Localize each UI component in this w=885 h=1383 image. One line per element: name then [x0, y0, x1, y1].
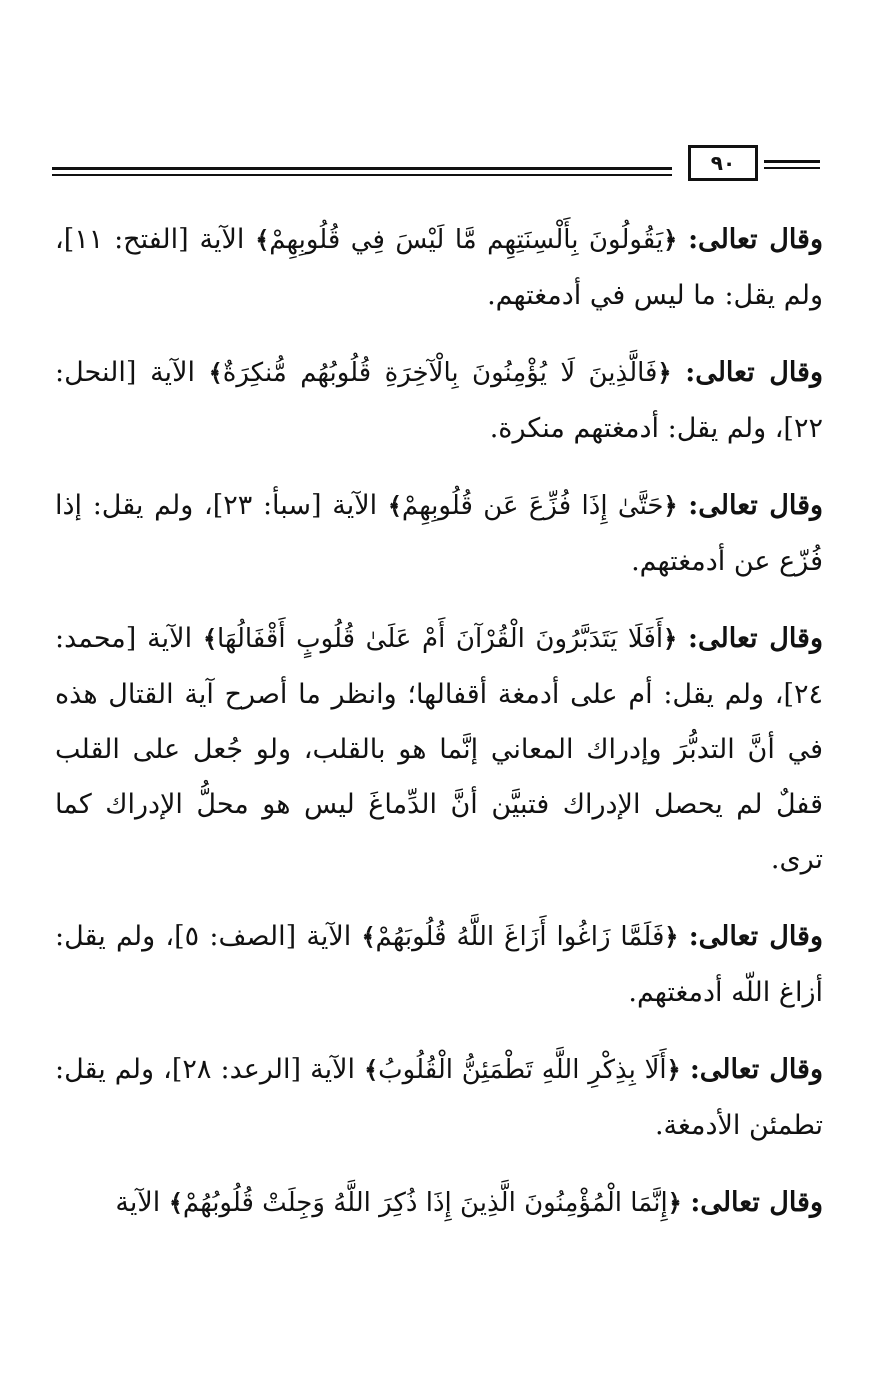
verse-close-bracket: ﴾ — [387, 492, 402, 520]
paragraph-lead: وقال تعالى: — [685, 357, 823, 388]
quran-verse: أَفَلَا يَتَدَبَّرُونَ الْقُرْآنَ أَمْ عَلَىٰ قُلُوبٍ أَقْفَالُهَا — [217, 624, 664, 654]
verse-close-bracket: ﴾ — [364, 1056, 379, 1084]
paragraph-lead: وقال تعالى: — [688, 224, 823, 255]
paragraph — [55, 1042, 823, 1153]
quran-verse: فَلَمَّا زَاغُوا أَزَاغَ اللَّهُ قُلُوبَهُمْ — [375, 922, 665, 952]
quran-verse: حَتَّىٰ إِذَا فُزِّعَ عَن قُلُوبِهِمْ — [401, 491, 664, 521]
header-rule — [52, 174, 672, 176]
header-rule — [764, 160, 820, 163]
verse-open-bracket: ﴿ — [664, 923, 679, 951]
verse-close-bracket: ﴾ — [255, 226, 270, 254]
paragraph — [55, 212, 823, 323]
verse-close-bracket: ﴾ — [208, 359, 223, 387]
paragraph-lead: وقال تعالى: — [688, 490, 824, 521]
verse-close-bracket: ﴾ — [361, 923, 376, 951]
quran-verse: إِنَّمَا الْمُؤْمِنُونَ الَّذِينَ إِذَا ذُكِرَ اللَّهُ وَجِلَتْ قُلُوبُهُمْ — [182, 1188, 668, 1218]
paragraph — [55, 1175, 823, 1231]
verse-close-bracket: ﴾ — [202, 625, 218, 653]
paragraph-text: الآية [الرعد: ٢٨]، ولم يقل: تطمئن الأدمغة. — [55, 1054, 823, 1141]
paragraph-text: الآية [الفتح: ١١]، ولم يقل: ما ليس في أدمغتهم. — [55, 224, 823, 311]
verse-open-bracket: ﴿ — [663, 226, 678, 254]
quran-verse: يَقُولُونَ بِأَلْسِنَتِهِم مَّا لَيْسَ فِي قُلُوبِهِمْ — [269, 225, 664, 255]
quran-verse: فَالَّذِينَ لَا يُؤْمِنُونَ بِالْآخِرَةِ قُلُوبُهُم مُّنكِرَةٌ — [222, 358, 658, 388]
page-body — [55, 212, 823, 1253]
verse-open-bracket: ﴿ — [657, 359, 672, 387]
paragraph-text: الآية — [115, 1187, 161, 1218]
verse-open-bracket: ﴿ — [663, 625, 678, 653]
paragraph-text: الآية [الصف: ٥]، ولم يقل: أزاغ اللّه أدمغتهم. — [55, 921, 823, 1008]
paragraph-lead: وقال تعالى: — [688, 921, 823, 952]
verse-open-bracket: ﴿ — [667, 1189, 682, 1217]
paragraph-lead: وقال تعالى: — [690, 1187, 823, 1218]
paragraph — [55, 345, 823, 456]
paragraph — [55, 478, 823, 589]
header-rule — [764, 167, 820, 169]
paragraph — [55, 611, 823, 887]
paragraph-lead: وقال تعالى: — [689, 1054, 823, 1085]
quran-verse: أَلَا بِذِكْرِ اللَّهِ تَطْمَئِنُّ الْقُلُوبُ — [378, 1055, 667, 1085]
paragraph-text: الآية [محمد: ٢٤]، ولم يقل: أم على أدمغة أقفالها؛ وانظر ما أصرح آية القتال هذه في أنَّ التدبُّرَ وإدراك المعاني إنَّما هو بالقلب، ولو جُعل على القلب قفلٌ لم يحصل الإدراك فتبيَّن أنَّ الدِّماغَ ليس هو محلُّ الإدراك كما ترى. — [55, 623, 823, 875]
header-rule — [52, 167, 672, 170]
page-number: ٩٠ — [688, 145, 758, 181]
verse-open-bracket: ﴿ — [663, 492, 678, 520]
paragraph — [55, 909, 823, 1020]
paragraph-text: الآية [سبأ: ٢٣]، ولم يقل: إذا فُزّع عن أدمغتهم. — [55, 490, 823, 577]
paragraph-lead: وقال تعالى: — [688, 623, 823, 654]
page-header — [52, 143, 820, 187]
verse-close-bracket: ﴾ — [168, 1189, 183, 1217]
verse-open-bracket: ﴿ — [666, 1056, 681, 1084]
paragraph-text: الآية [النحل: ٢٢]، ولم يقل: أدمغتهم منكرة. — [55, 357, 823, 444]
